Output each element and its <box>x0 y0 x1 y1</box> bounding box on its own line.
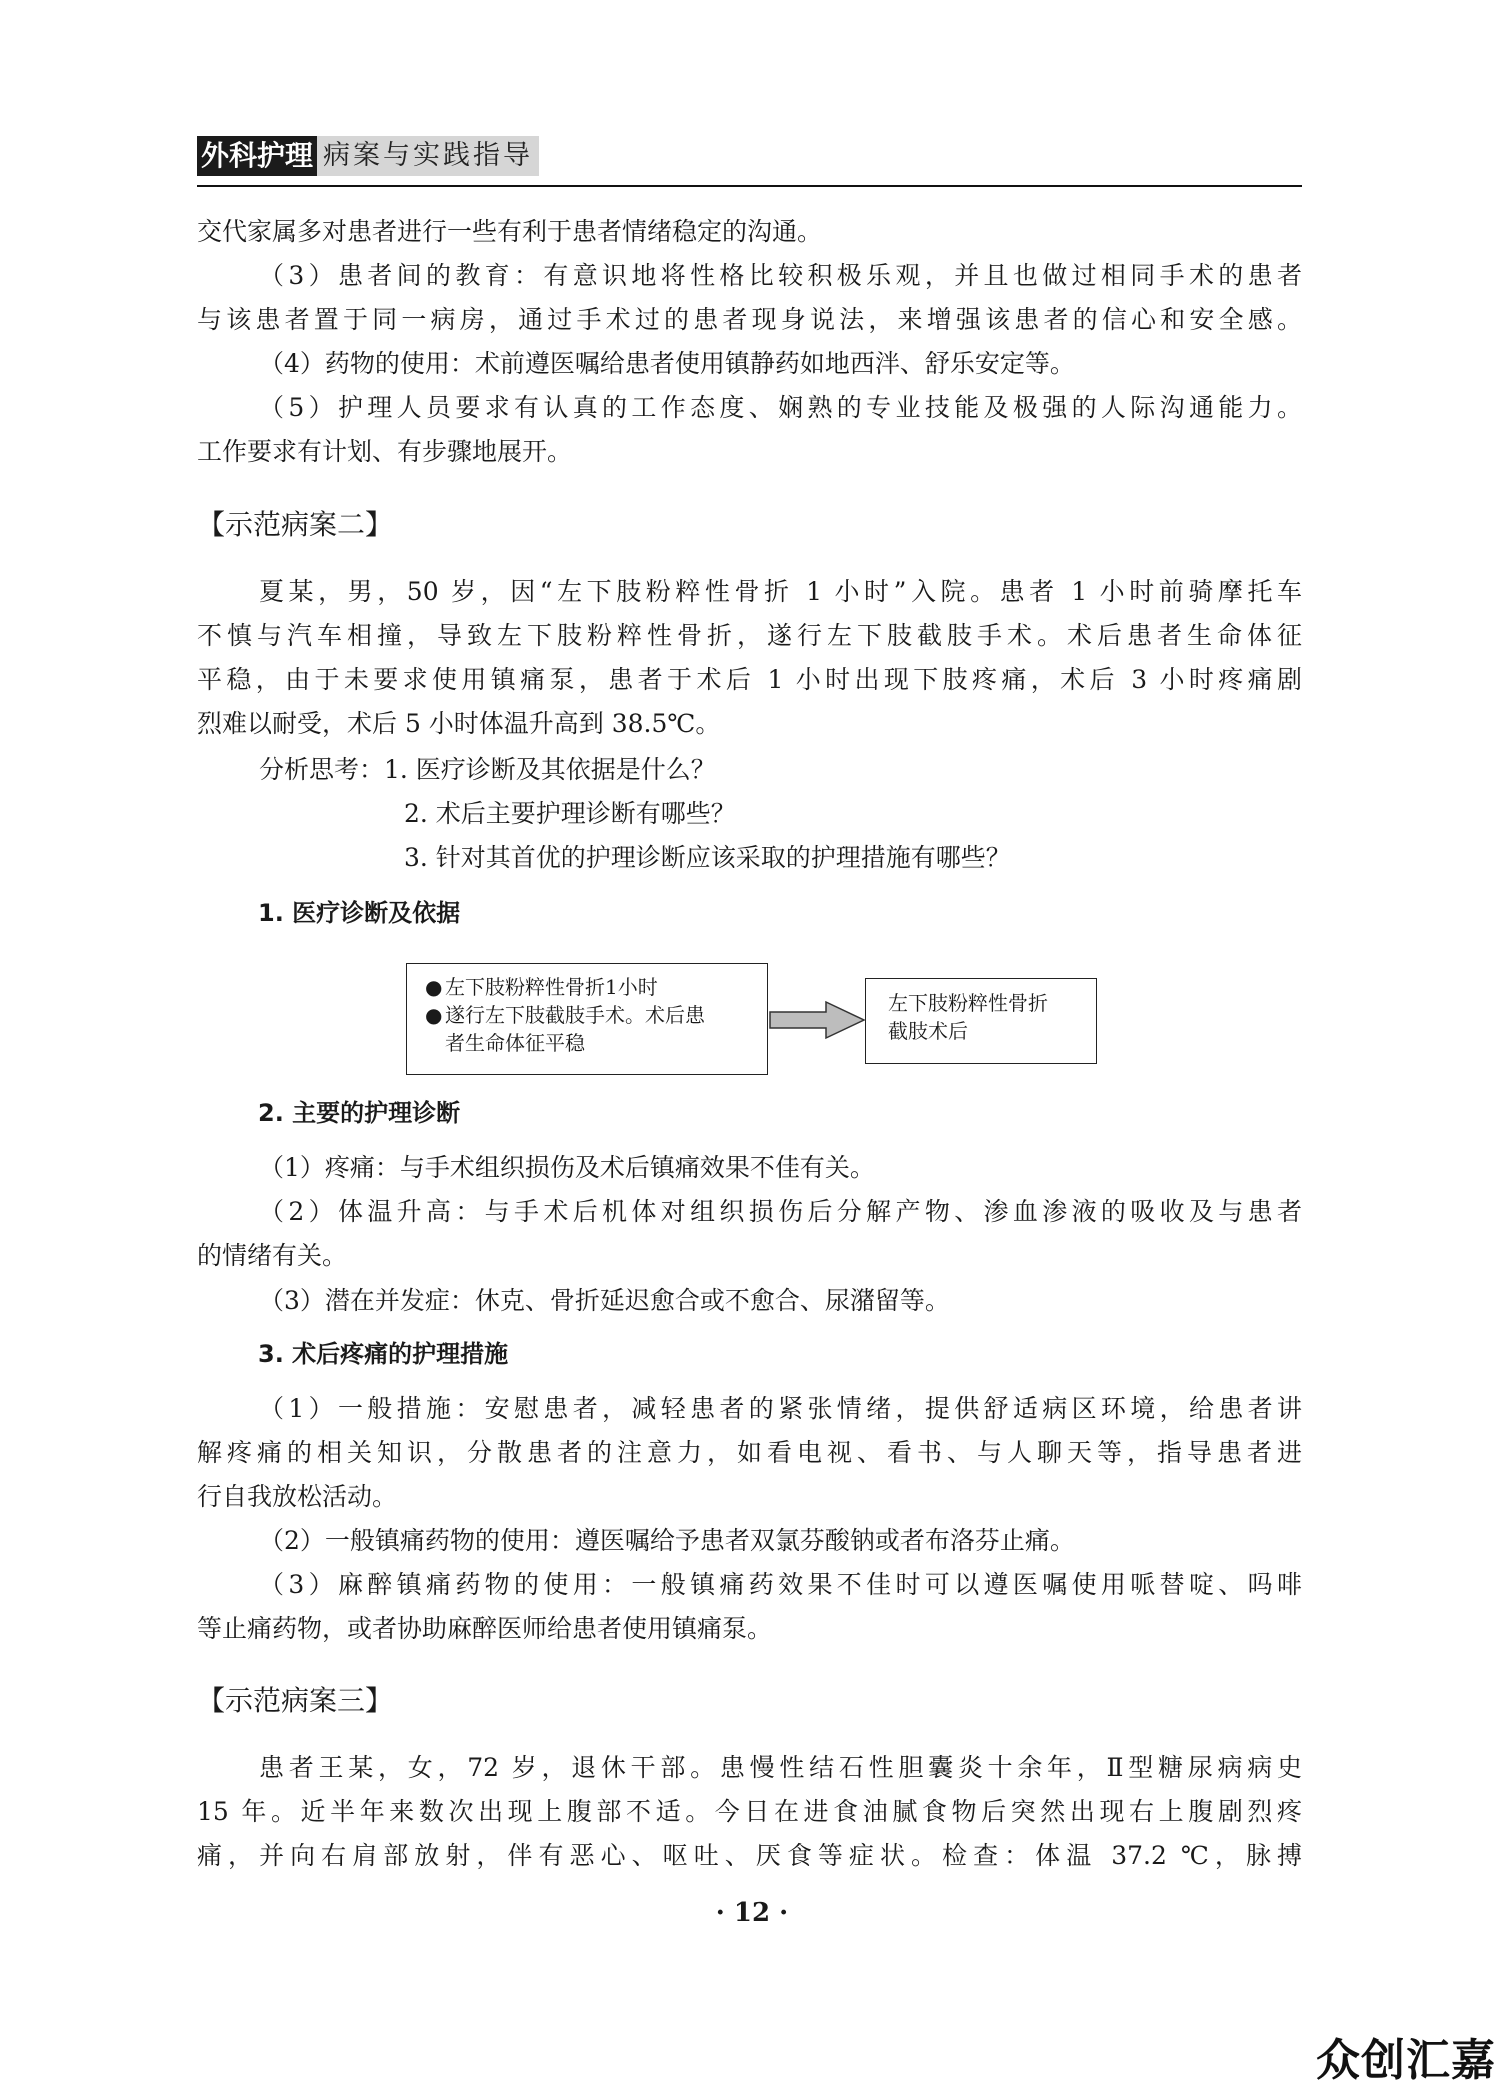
measure-2: （2）一般镇痛药物的使用：遵医嘱给予患者双氯芬酸钠或者布洛芬止痛。 <box>259 1526 1075 1555</box>
case2-para-line-3: 平稳，由于未要求使用镇痛泵，患者于术后 1 小时出现下肢疼痛，术后 3 小时疼痛剧 <box>197 665 1302 694</box>
measure-3-line-1: （3）麻醉镇痛药物的使用：一般镇痛药效果不佳时可以遵医嘱使用哌替啶、吗啡 <box>259 1570 1302 1599</box>
diagnosis-basis-box <box>406 963 768 1075</box>
nursing-dx-2-line-1: （2）体温升高：与手术后机体对组织损伤后分解产物、渗血渗液的吸收及与患者 <box>259 1197 1302 1226</box>
header-title-dark: 外科护理 <box>197 136 317 176</box>
diagnosis-result-box <box>865 978 1097 1064</box>
nursing-dx-1: （1）疼痛：与手术组织损伤及术后镇痛效果不佳有关。 <box>259 1153 875 1182</box>
measure-3-line-2: 等止痛药物，或者协助麻醉医师给患者使用镇痛泵。 <box>197 1614 773 1643</box>
case2-title: 【示范病案二】 <box>197 508 394 541</box>
case3-para-line-2: 15 年。近半年来数次出现上腹部不适。今日在进食油腻食物后突然出现右上腹剧烈疼 <box>197 1797 1302 1826</box>
basis-item-2-continuation: 者生命体征平稳 <box>445 1031 585 1055</box>
case2-para-line-1: 夏某，男，50 岁，因“左下肢粉粹性骨折 1 小时”入院。患者 1 小时前骑摩托车 <box>259 577 1302 606</box>
measure-1-line-2: 解疼痛的相关知识，分散患者的注意力，如看电视、看书、与人聊天等，指导患者进 <box>197 1438 1302 1467</box>
bullet-icon: ● <box>425 1003 443 1027</box>
measure-1-line-1: （1）一般措施：安慰患者，减轻患者的紧张情绪，提供舒适病区环境，给患者讲 <box>259 1394 1302 1423</box>
watermark-logo: 众创汇嘉 <box>1316 2035 1496 2086</box>
basis-item-1-text: 左下肢粉粹性骨折1小时 <box>445 975 658 999</box>
case2-para-line-4: 烈难以耐受，术后 5 小时体温升高到 38.5℃。 <box>197 709 721 738</box>
intro-line-3: 与该患者置于同一病房，通过手术过的患者现身说法，来增强该患者的信心和安全感。 <box>197 305 1302 334</box>
measure-1-line-3: 行自我放松活动。 <box>197 1482 398 1511</box>
subheading-nursing-diagnosis: 2. 主要的护理诊断 <box>258 1099 461 1127</box>
arrow-right-icon <box>768 1000 868 1040</box>
nursing-dx-3: （3）潜在并发症：休克、骨折延迟愈合或不愈合、尿潴留等。 <box>259 1286 950 1315</box>
running-header <box>197 136 539 176</box>
case3-para-line-3: 痛，并向右肩部放射，伴有恶心、呕吐、厌食等症状。检查：体温 37.2 ℃，脉搏 <box>197 1841 1302 1870</box>
subheading-pain-measures: 3. 术后疼痛的护理措施 <box>258 1340 509 1368</box>
case3-para-line-1: 患者王某，女，72 岁，退休干部。患慢性结石性胆囊炎十余年，Ⅱ型糖尿病病史 <box>259 1753 1302 1782</box>
header-rule <box>197 185 1302 187</box>
diagnosis-result-line-1: 左下肢粉粹性骨折 <box>888 991 1048 1015</box>
page-number: · 12 · <box>715 1898 789 1928</box>
case2-para-line-2: 不慎与汽车相撞，导致左下肢粉粹性骨折，遂行左下肢截肢手术。术后患者生命体征 <box>197 621 1302 650</box>
intro-line-2: （3）患者间的教育：有意识地将性格比较积极乐观，并且也做过相同手术的患者 <box>259 261 1302 290</box>
question-3: 3. 针对其首优的护理诊断应该采取的护理措施有哪些？ <box>404 843 1011 872</box>
case3-title: 【示范病案三】 <box>197 1684 394 1717</box>
subheading-medical-diagnosis: 1. 医疗诊断及依据 <box>258 899 461 927</box>
header-title-light: 病案与实践指导 <box>317 136 539 176</box>
question-1: 1. 医疗诊断及其依据是什么？ <box>384 755 716 784</box>
basis-item-2 <box>423 1001 757 1029</box>
intro-line-6: 工作要求有计划、有步骤地展开。 <box>197 437 573 466</box>
intro-line-1: 交代家属多对患者进行一些有利于患者情绪稳定的沟通。 <box>197 217 823 246</box>
questions-label: 分析思考： <box>259 755 385 784</box>
nursing-dx-2-line-2: 的情绪有关。 <box>197 1241 348 1270</box>
basis-item-2-text: 遂行左下肢截肢手术。术后患 <box>445 1003 705 1027</box>
basis-item-1 <box>423 973 757 1001</box>
bullet-icon: ● <box>425 975 443 999</box>
diagnosis-result-line-2: 截肢术后 <box>888 1019 968 1043</box>
question-2: 2. 术后主要护理诊断有哪些？ <box>404 799 736 828</box>
intro-line-5: （5）护理人员要求有认真的工作态度、娴熟的专业技能及极强的人际沟通能力。 <box>259 393 1302 422</box>
intro-line-4: （4）药物的使用：术前遵医嘱给患者使用镇静药如地西泮、舒乐安定等。 <box>259 349 1075 378</box>
